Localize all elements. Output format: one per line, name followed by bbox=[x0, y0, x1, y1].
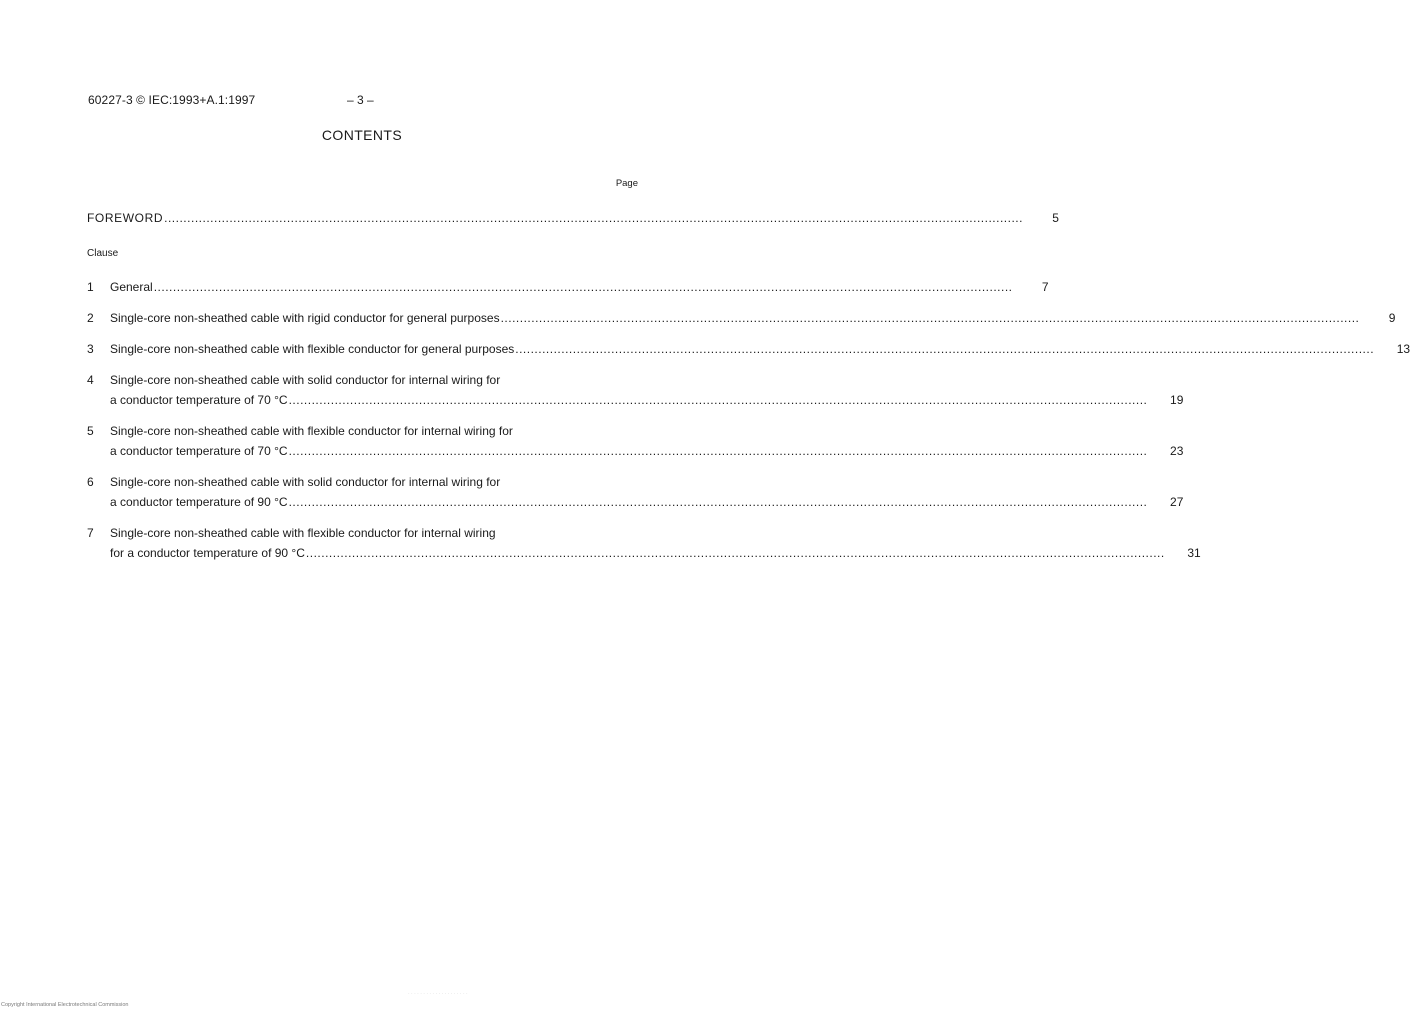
clause-page-number: 23 bbox=[1170, 444, 1184, 458]
toc-foreword-entry[interactable] bbox=[87, 208, 1059, 228]
clause-page-number: 31 bbox=[1187, 546, 1201, 560]
clause-title: Single-core non-sheathed cable with rigid conductor for general purposes bbox=[110, 311, 500, 325]
toc-entry[interactable] bbox=[87, 370, 1184, 410]
foreword-page-number: 5 bbox=[1052, 211, 1059, 225]
dot-leader bbox=[515, 339, 1374, 359]
clause-title-line-1: Single-core non-sheathed cable with flexible conductor for internal wiring bbox=[110, 526, 496, 540]
page-column-label: Page bbox=[615, 178, 638, 189]
page-number-marker: – 3 – bbox=[347, 93, 374, 107]
dot-leader bbox=[289, 390, 1148, 410]
clause-title-line-2: a conductor temperature of 70 °C bbox=[110, 444, 288, 458]
clause-title-line-2: for a conductor temperature of 90 °C bbox=[110, 546, 305, 560]
clause-title: Single-core non-sheathed cable with flexible conductor for general purposes bbox=[110, 342, 515, 356]
toc-entry[interactable] bbox=[87, 472, 1184, 512]
clause-title-line-2: a conductor temperature of 90 °C bbox=[110, 495, 288, 509]
clause-number: 6 bbox=[87, 475, 94, 489]
toc-entry[interactable] bbox=[87, 308, 1396, 328]
foreword-label: FOREWORD bbox=[87, 211, 164, 225]
clause-title: General bbox=[110, 280, 153, 294]
dot-leader bbox=[501, 308, 1360, 328]
dot-leader bbox=[164, 208, 1023, 228]
clause-page-number: 9 bbox=[1388, 311, 1396, 325]
clause-page-number: 19 bbox=[1170, 393, 1184, 407]
clause-title-line-1: Single-core non-sheathed cable with flexible conductor for internal wiring for bbox=[110, 424, 513, 438]
dot-leader bbox=[289, 492, 1148, 512]
clause-column-label: Clause bbox=[87, 248, 119, 259]
toc-entry[interactable] bbox=[87, 339, 1410, 359]
document-identifier: 60227-3 © IEC:1993+A.1:1997 bbox=[88, 93, 256, 107]
toc-entry[interactable] bbox=[87, 421, 1184, 461]
clause-page-number: 27 bbox=[1170, 495, 1184, 509]
clause-number: 5 bbox=[87, 424, 94, 438]
clause-number: 3 bbox=[87, 342, 94, 356]
clause-number: 4 bbox=[87, 373, 94, 387]
clause-page-number: 13 bbox=[1396, 342, 1410, 356]
toc-entry[interactable] bbox=[87, 277, 1049, 297]
clause-number: 7 bbox=[87, 526, 94, 540]
copyright-notice: Copyright International Electrotechnical Commission bbox=[1, 1002, 129, 1008]
toc-entry[interactable] bbox=[87, 523, 1201, 563]
clause-title-line-1: Single-core non-sheathed cable with solid conductor for internal wiring for bbox=[110, 373, 501, 387]
clause-number: 2 bbox=[87, 311, 94, 325]
table-of-contents bbox=[87, 277, 1410, 574]
faint-stamp-marks: · · · · · · · · · · · · · · · · · · · · bbox=[408, 991, 468, 997]
clause-title-line-1: Single-core non-sheathed cable with solid conductor for internal wiring for bbox=[110, 475, 501, 489]
dot-leader bbox=[306, 543, 1165, 563]
clause-page-number: 7 bbox=[1041, 280, 1049, 294]
clause-number: 1 bbox=[87, 280, 94, 294]
page-title: CONTENTS bbox=[321, 127, 403, 143]
dot-leader bbox=[289, 441, 1148, 461]
clause-title-line-2: a conductor temperature of 70 °C bbox=[110, 393, 288, 407]
dot-leader bbox=[154, 277, 1013, 297]
